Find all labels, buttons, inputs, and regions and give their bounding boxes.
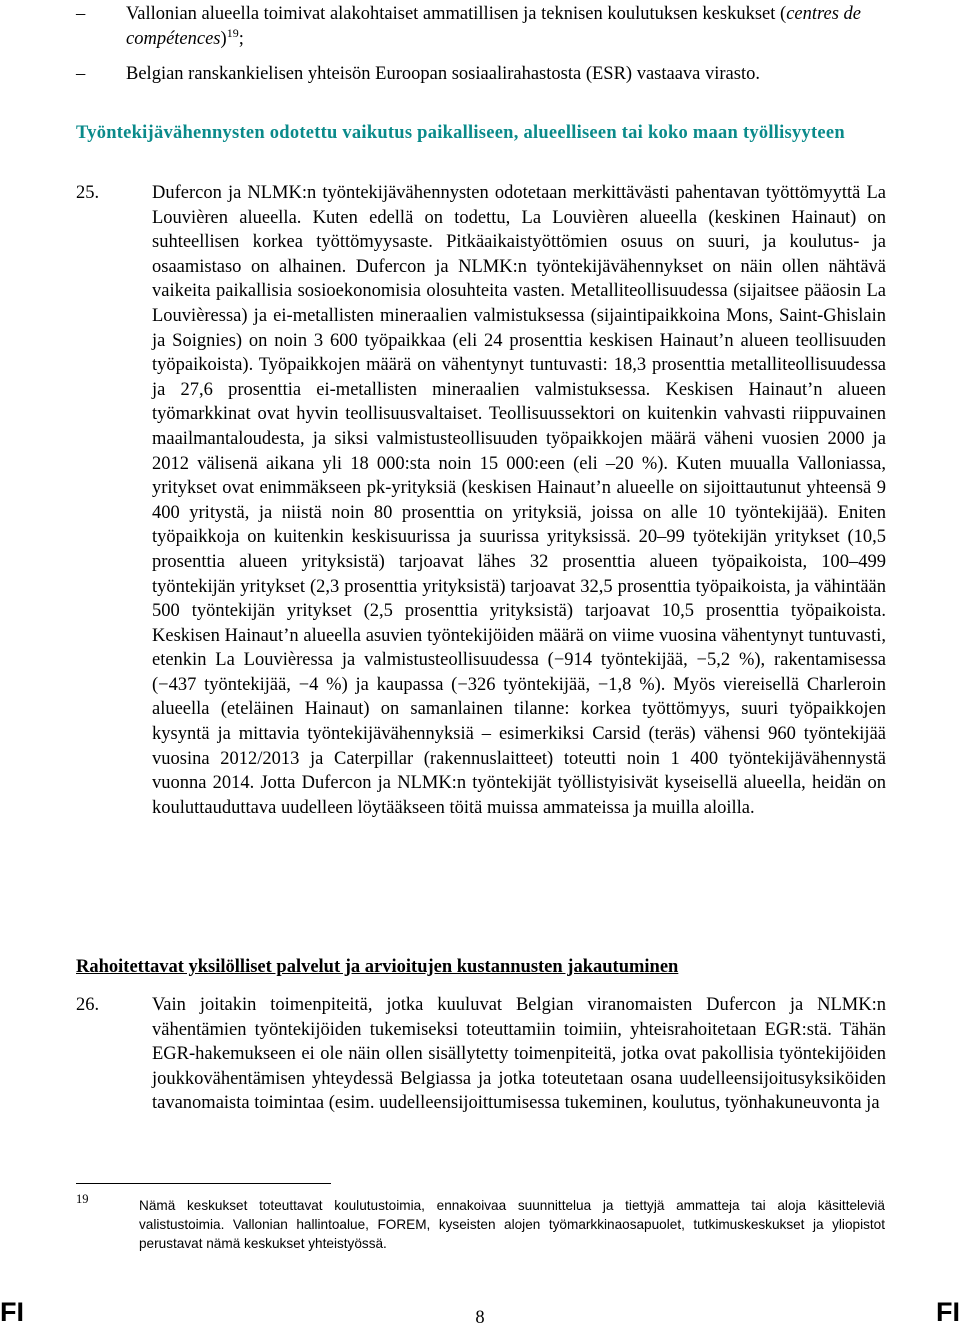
bullet-item-competence-centres bbox=[126, 2, 886, 51]
paragraph-number: 26. bbox=[76, 995, 100, 1015]
bullet-item-esf-agency: Belgian ranskankielisen yhteisön Euroopan sosiaalirahastosta (ESR) vastaava virasto. bbox=[126, 64, 760, 84]
section-heading-services-costs: Rahoitettavat yksilölliset palvelut ja arvioitujen kustannusten jakautuminen bbox=[76, 957, 679, 977]
bullet-dash: – bbox=[76, 64, 86, 84]
footnote-number: 19 bbox=[76, 1192, 89, 1206]
bullet-tail: ; bbox=[238, 28, 244, 49]
bullet-close-paren: ) bbox=[220, 28, 227, 49]
section-heading-employment-impact: Työntekijävähennysten odotettu vaikutus paikalliseen, alueelliseen tai koko maan työllisyyteen bbox=[76, 123, 845, 143]
footnote-divider bbox=[76, 1183, 331, 1184]
paragraph-text: Vain joitakin toimenpiteitä, jotka kuuluvat Belgian viranomaisten Dufercon ja NLMK:n vähentämien työntekijöiden tukemiseksi toteuttamiin toimiin, yhteisrahoitetaan EGR:stä. Tähän EGR-hakemukseen ei ole näin ollen sisällytetty toimenpiteitä, jotka ovat pakollisia työntekijöiden joukkovähentämisen yhteydessä Belgiassa ja jotka toteutetaan osana uudelleensijoitusyksiköiden tavanomaista toimintaa (esim. uudelleensijoittumisessa tukeminen, koulutus, työnhakuneuvonta ja bbox=[152, 995, 886, 1114]
footer-language-left: FI bbox=[0, 1297, 24, 1327]
footer-page-number: 8 bbox=[475, 1308, 485, 1328]
bullet-italic-term: centres de compétences bbox=[126, 4, 862, 49]
bullet-dash: – bbox=[76, 4, 86, 24]
footnote-text: Nämä keskukset toteuttavat koulutustoimia, ennakoivaa suunnittelua ja tiettyjä ammatteja tai aloja käsitteleviä valistustoimia. Vallonian hallintoalue, FOREM, kyseisten alojen työmarkkinaosapuolet, tutkimuskeskukset ja yliopistot perustavat nämä keskukset yhteistyössä. bbox=[139, 1198, 885, 1251]
paragraph-number: 25. bbox=[76, 183, 100, 203]
footer-language-right: FI bbox=[936, 1297, 960, 1327]
paragraph-text: Dufercon ja NLMK:n työntekijävähennysten odotetaan merkittävästi pahentavan työttömyyttä La Louvièren alueella. Kuten edellä on todettu, La Louvièren alueella (keskinen Hainaut) on suhteellisen korkea työttömyysaste. Pitkäaikaistyöttömien osuus on suuri, ja koulutus- ja osaamistaso on alhainen. Dufercon ja NLMK:n työntekijävähennykset on näin ollen nähtävä vaikeita paikallisia sosioekonomisia olosuhteita vasten. Metalliteollisuudessa (sijaitsee pääosin La Louvièressa) ja ei-metallisten mineraalien valmistuksessa (sijaintipaikkoina Mons, Saint-Ghislain ja Soignies) on noin 3 600 työpaikkaa (eli 24 prosenttia keskisen Hainaut’n alueen teollisuuden työpaikoista). Työpaikkojen määrä on vähentynyt tuntuvasti: 18,3 prosenttia metalliteollisuudessa ja 27,6 prosenttia ei-metallisten mineraalien valmistuksessa. Keskisen Hainaut’n alueen työmarkkinat ovat hyvin teollisuusvaltaiset. Teollisuussektori on kuitenkin vahvasti riippuvainen maailmantaloudesta, ja siksi valmistusteollisuuden työpaikkojen määrä väheni vuosien 2000 ja 2012 välisenä aikana yli 18 000:sta noin 15 000:een (eli –20 %). Kuten muualla Valloniassa, yritykset ovat enimmäkseen pk-yrityksiä (keskisen Hainaut’n alueelle on sijoittautunut yhteensä 9 400 yritystä, ja niistä noin 80 prosenttia on yrityksiä, joissa on alle 10 työntekijää). Eniten työpaikkoja on kuitenkin keskisuurissa ja suurissa yrityksissä. 20–99 työtekijän yritykset (10,5 prosenttia alueen yrityksistä) tarjoavat lähes 32 prosenttia alueen työpaikoista, 100–499 työntekijän yritykset (2,3 prosenttia yrityksistä) tarjoavat 32,5 prosenttia työpaikoista, ja vähintään 500 työntekijän yritykset (2,5 prosenttia yrityksistä) tarjoavat 10,5 prosenttia työpaikoista. Keskisen Hainaut’n alueella asuvien työntekijöiden määrä on viime vuosina vähentynyt tuntuvasti, etenkin La Louvièressa ja valmistusteollisuudessa (−914 työntekijää, −5,2 %), rakentamisessa (−437 työntekijää, −4 %) ja kaupassa (−326 työntekijää, −1,8 %). Myös viereisellä Charleroin alueella (eteläinen Hainaut) on samanlainen tilanne: korkea työttömyys, suuri työpaikkojen kysyntä ja mittavia työntekijävähennyksiä – esimerkiksi Carsid (teräs) vähensi 960 työntekijää vuosina 2012/2013 ja Caterpillar (rakennuslaitteet) toteutti noin 1 400 työntekijävähennystä vuonna 2014. Jotta Dufercon ja NLMK:n työntekijät työllistyisivät kyseisellä alueella, heidän on kouluttauduttava uudelleen löytääkseen töitä muissa ammateissa ja muilla aloilla. bbox=[152, 183, 886, 818]
bullet-text: Vallonian alueella toimivat alakohtaiset ammatillisen ja teknisen koulutuksen keskukset ( bbox=[126, 4, 787, 24]
footnote-reference[interactable]: 19 bbox=[226, 25, 239, 40]
